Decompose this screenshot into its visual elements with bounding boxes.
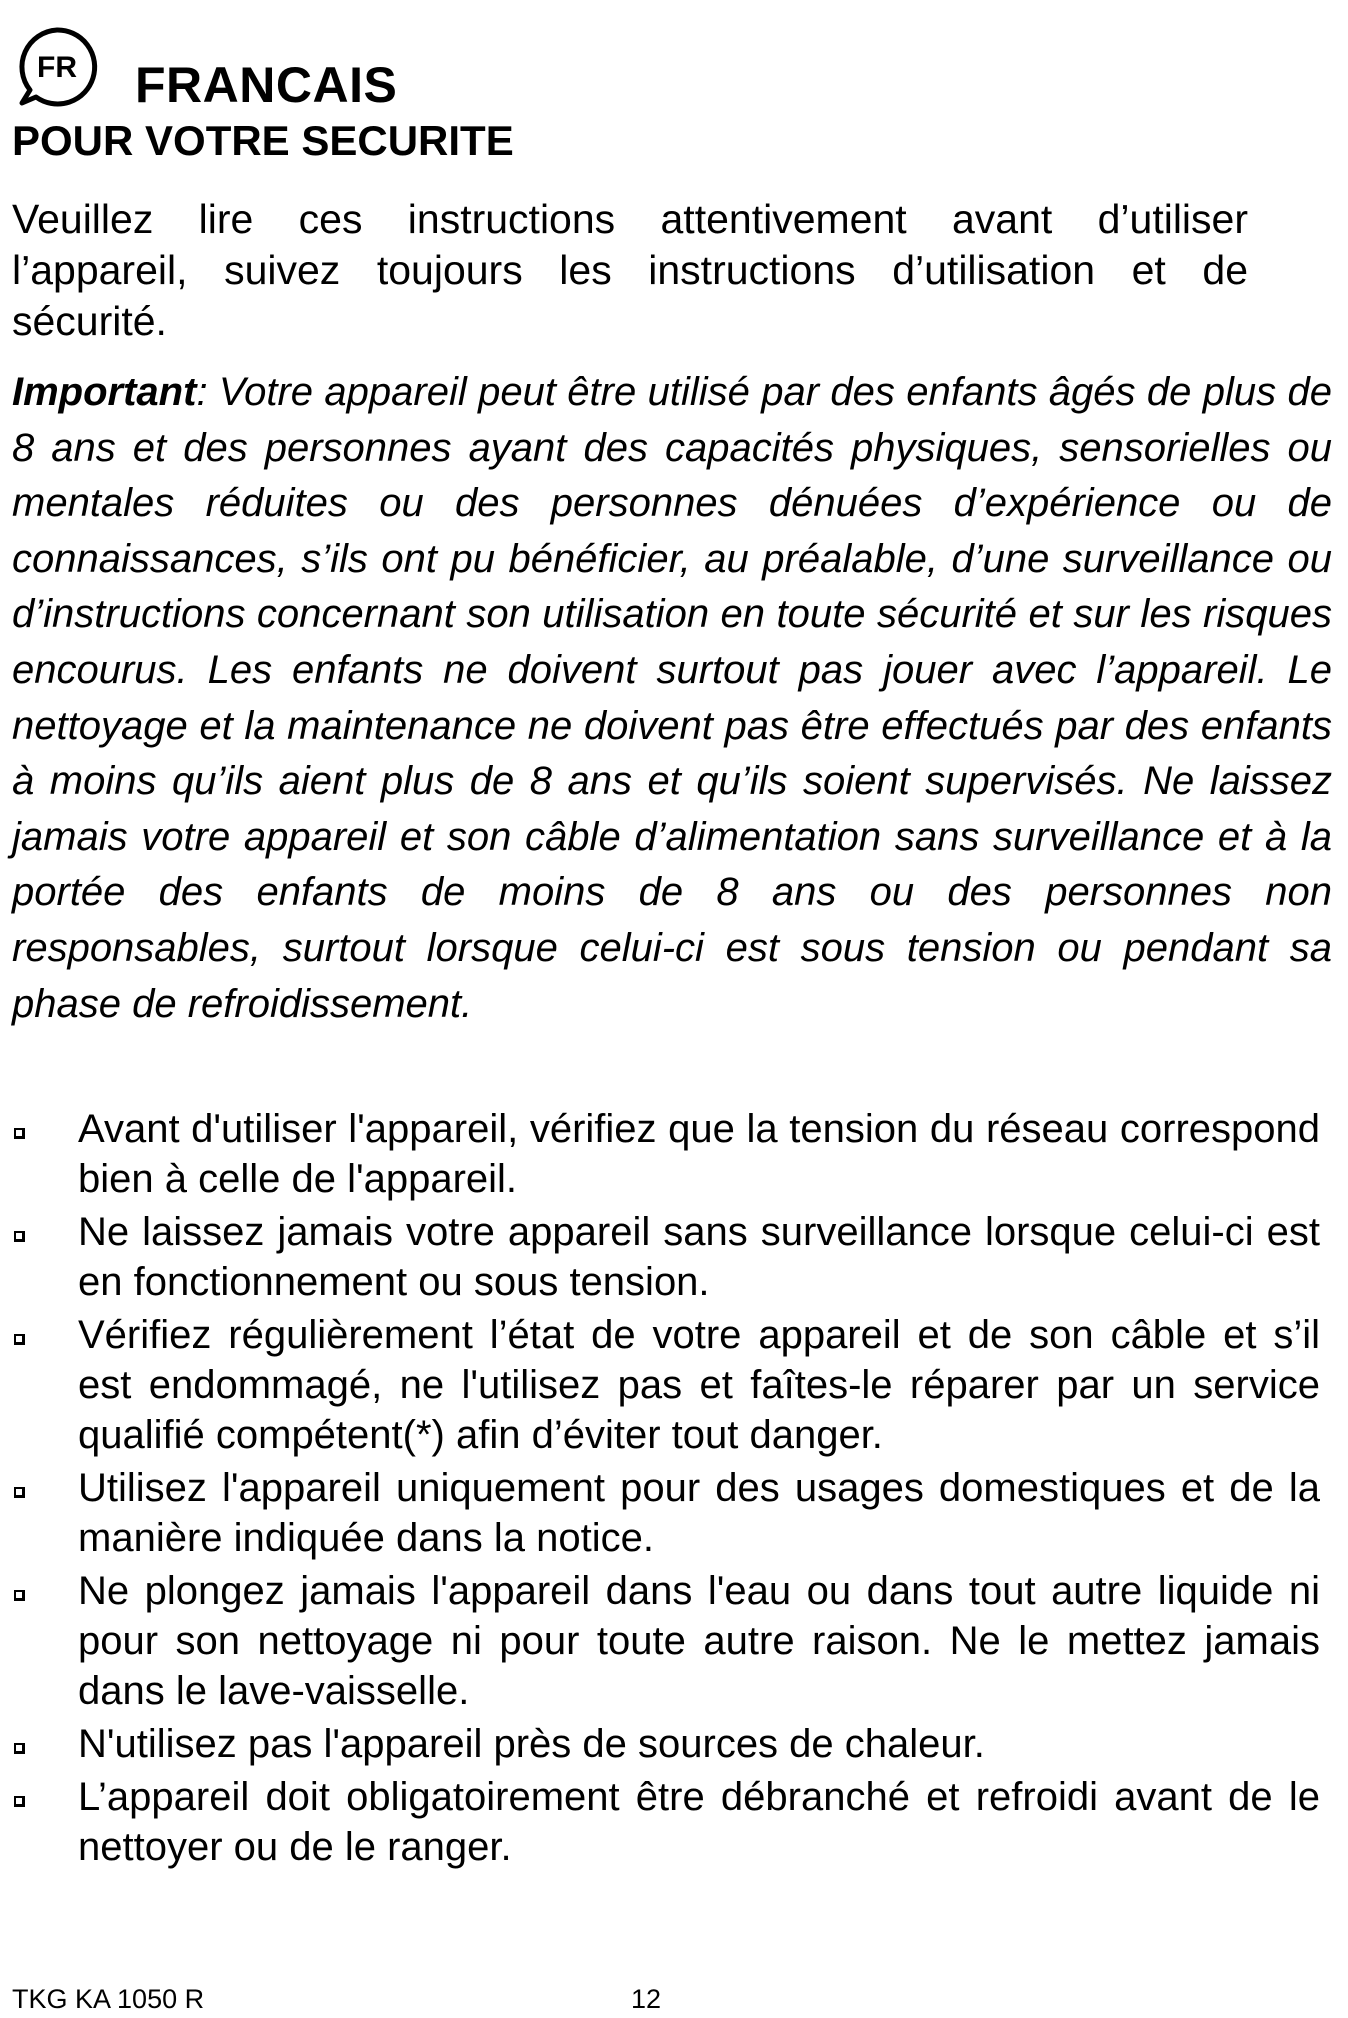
checkbox-bullet-icon xyxy=(14,1590,25,1601)
list-item xyxy=(0,1566,1320,1716)
list-item xyxy=(0,1719,1320,1769)
checkbox-bullet-icon xyxy=(14,1487,25,1498)
checkbox-bullet-icon xyxy=(14,1128,25,1139)
bullet-text: Utilisez l'appareil uniquement pour des usages domestiques et de la manière indiquée dans la notice. xyxy=(78,1466,1320,1560)
safety-bullet-list xyxy=(0,1104,1320,1875)
bullet-text: Ne laissez jamais votre appareil sans surveillance lorsque celui-ci est en fonctionnement ou sous tension. xyxy=(78,1210,1320,1304)
list-item xyxy=(0,1310,1320,1460)
section-title: POUR VOTRE SECURITE xyxy=(12,117,514,164)
important-text: : Votre appareil peut être utilisé par des enfants âgés de plus de 8 ans et des personnes ayant des capacités physiques, sensorielles ou mentales réduites ou des personnes dénuées d’expérience ou de connaissances, s’ils ont pu bénéficier, au préalable, d’une surveillance ou d’instructions concernant son utilisation en toute sécurité et sur les risques encourus. Les enfants ne doivent surtout pas jouer avec l’appareil. Le nettoyage et la maintenance ne doivent pas être effectués par des enfants à moins qu’ils aient plus de 8 ans et qu’ils soient supervisés. Ne laissez jamais votre appareil et son câble d’alimentation sans surveillance et à la portée des enfants de moins de 8 ans ou des personnes non responsables, surtout lorsque celui-ci est sous tension ou pendant sa phase de refroidissement. xyxy=(12,370,1332,1026)
checkbox-bullet-icon xyxy=(14,1334,25,1345)
list-item xyxy=(0,1463,1320,1563)
bullet-text: N'utilisez pas l'appareil près de sources de chaleur. xyxy=(78,1722,985,1766)
list-item xyxy=(0,1207,1320,1307)
list-item xyxy=(0,1772,1320,1872)
intro-paragraph: Veuillez lire ces instructions attentivement avant d’utiliser l’appareil, suivez toujours les instructions d’utilisation et de sécurité. xyxy=(12,196,1248,344)
speech-bubble-fr-icon xyxy=(14,24,100,110)
footer-model-number: TKG KA 1050 R xyxy=(12,1984,205,2014)
bullet-text: Avant d'utiliser l'appareil, vérifiez que la tension du réseau correspond bien à celle de l'appareil. xyxy=(78,1107,1320,1201)
checkbox-bullet-icon xyxy=(14,1231,25,1242)
important-paragraph xyxy=(12,365,1332,1032)
language-heading: FRANCAIS xyxy=(135,57,398,113)
bullet-text: L’appareil doit obligatoirement être débranché et refroidi avant de le nettoyer ou de le ranger. xyxy=(78,1775,1320,1869)
bullet-text: Ne plongez jamais l'appareil dans l'eau ou dans tout autre liquide ni pour son nettoyage ni pour toute autre raison. Ne le mettez jamais dans le lave-vaisselle. xyxy=(78,1569,1320,1713)
badge-label: FR xyxy=(37,51,77,84)
important-lead: Important xyxy=(12,370,197,414)
checkbox-bullet-icon xyxy=(14,1743,25,1754)
footer-page-number: 12 xyxy=(631,1984,662,2014)
list-item xyxy=(0,1104,1320,1204)
bullet-text: Vérifiez régulièrement l’état de votre appareil et de son câble et s’il est endommagé, ne l'utilisez pas et faîtes-le réparer par un service qualifié compétent(*) afin d’éviter tout danger. xyxy=(78,1313,1320,1457)
checkbox-bullet-icon xyxy=(14,1796,25,1807)
